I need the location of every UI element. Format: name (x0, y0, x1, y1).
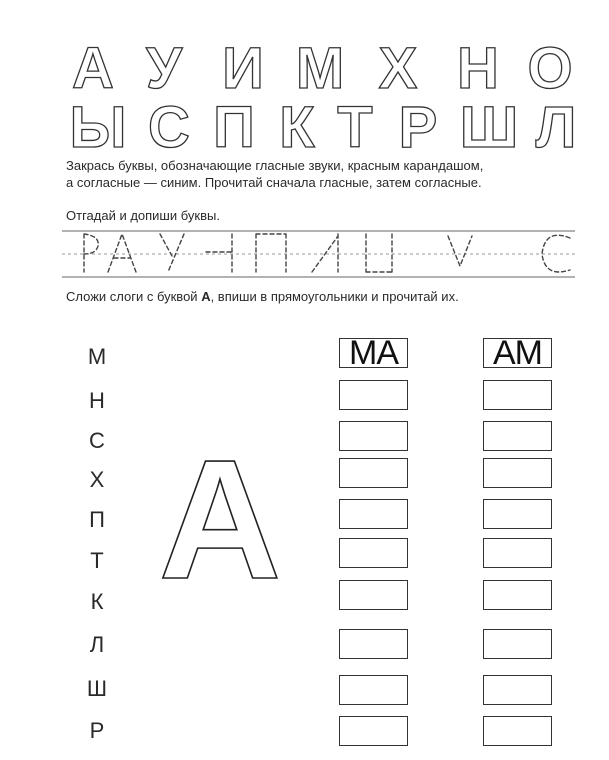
consonant-letter: Ш (86, 676, 108, 701)
consonant-letter: Х (89, 467, 105, 492)
outline-letter: Ш (459, 95, 519, 160)
syllable-box[interactable] (339, 675, 408, 705)
syllable-box[interactable] (483, 716, 552, 746)
partial-letter-r (84, 234, 98, 272)
outline-letter: Р (398, 95, 438, 160)
outline-letter: К (279, 95, 315, 160)
consonant-letter: М (87, 344, 107, 369)
outline-letter: Х (378, 36, 418, 101)
syllable-box[interactable] (483, 538, 552, 568)
syllable-box[interactable] (483, 334, 552, 372)
partial-letter-i (312, 234, 338, 272)
syllable-box[interactable] (339, 499, 408, 529)
instruction-line: Закрась буквы, обозначающие гласные звуки, красным карандашом, (66, 158, 484, 173)
syllable-box[interactable] (339, 538, 408, 568)
outline-letter: Н (457, 36, 499, 101)
consonant-letter: К (90, 589, 104, 614)
syllable-box[interactable] (483, 458, 552, 488)
consonant-letter: Н (89, 388, 105, 413)
syllable-box[interactable] (483, 499, 552, 529)
instruction-guess-letters: Отгадай и допиши буквы. (66, 208, 220, 223)
partial-letter-a (108, 234, 136, 272)
syllable-box[interactable] (339, 380, 408, 410)
syllable-box[interactable] (483, 675, 552, 705)
partial-letter-u (160, 234, 184, 272)
syllable-box[interactable] (339, 629, 408, 659)
syllable-box[interactable] (483, 380, 552, 410)
consonant-letter: П (89, 507, 105, 532)
syllable-box[interactable] (339, 421, 408, 451)
partial-letter-n (206, 234, 232, 272)
partial-letter-v (448, 236, 472, 266)
syllable-box[interactable] (339, 458, 408, 488)
partial-letter-ts (366, 234, 392, 272)
instruction-text: , впиши в прямоугольники и прочитай их. (210, 289, 459, 304)
syllable-box[interactable] (339, 716, 408, 746)
syllable-example: МА (349, 334, 398, 372)
consonant-letter: Л (89, 632, 105, 657)
instruction-make-syllables (66, 288, 459, 305)
outline-letters-row-1 (0, 0, 609, 160)
syllable-box[interactable] (483, 629, 552, 659)
outline-letter: Л (535, 95, 577, 160)
consonant-letter: Р (89, 718, 105, 743)
syllable-example: АМ (493, 334, 542, 372)
partial-letter-p (256, 234, 286, 272)
instruction-text: Сложи слоги с буквой (66, 289, 202, 304)
instruction-bold-letter: А (201, 289, 211, 304)
instruction-line: а согласные — синим. Прочитай сначала гласные, затем согласные. (66, 175, 482, 190)
big-letter: А (158, 440, 282, 590)
instruction-color-letters (66, 157, 483, 191)
syllable-box[interactable] (483, 421, 552, 451)
outline-letter: Т (337, 95, 373, 160)
big-outline-letter (150, 440, 290, 590)
outline-letter: О (527, 36, 573, 101)
outline-letter: У (145, 36, 183, 101)
outline-letter: М (295, 36, 345, 101)
outline-letter: С (148, 95, 190, 160)
syllable-box[interactable] (339, 334, 408, 372)
consonant-letter: Т (90, 548, 104, 573)
syllable-box[interactable] (339, 580, 408, 610)
outline-letter: И (222, 36, 264, 101)
syllable-box[interactable] (483, 580, 552, 610)
outline-letter: А (72, 36, 114, 101)
outline-letter: Ы (69, 95, 127, 160)
partial-letters-band (0, 222, 609, 288)
outline-letter: П (213, 95, 255, 160)
consonant-letter: С (89, 428, 105, 453)
